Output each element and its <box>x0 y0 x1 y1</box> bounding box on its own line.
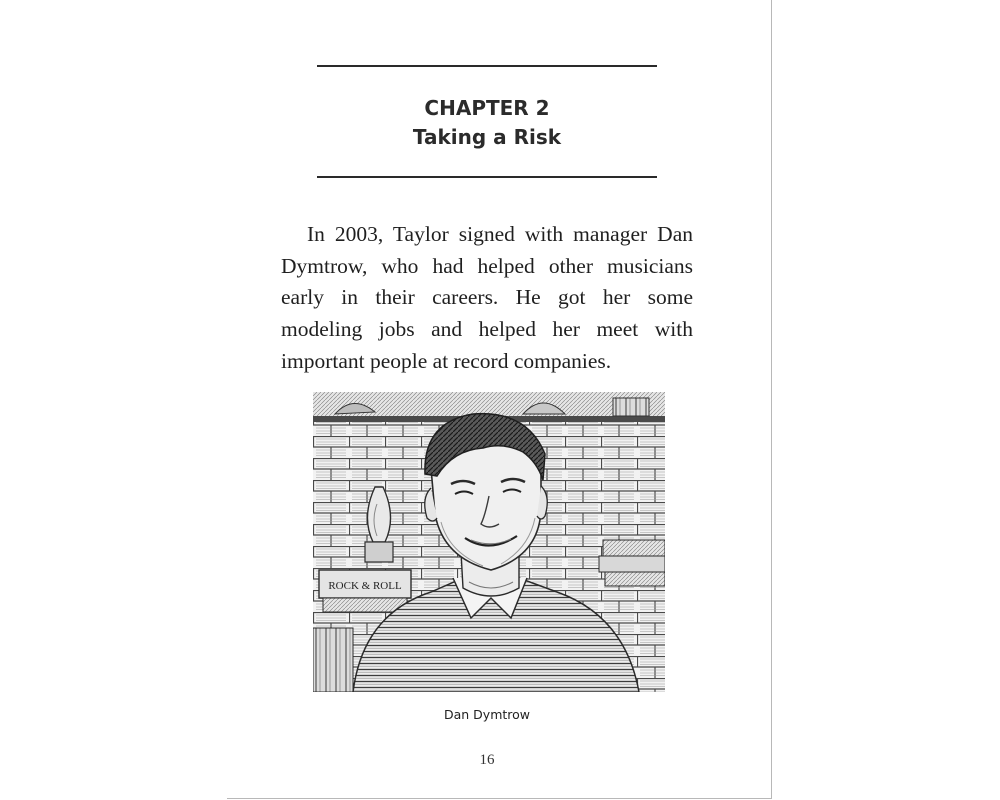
top-rule <box>317 65 657 67</box>
chapter-title: Taking a Risk <box>412 125 562 149</box>
chapter-heading <box>317 94 657 152</box>
figure-caption: Dan Dymtrow <box>443 707 531 722</box>
book-page <box>227 0 772 799</box>
page-number: 16 <box>479 752 495 768</box>
bottom-rule <box>317 176 657 178</box>
body-paragraph: In 2003, Taylor signed with manager Dan Dymtrow, who had helped other musicians early in their careers. He got her some modeling jobs and helped her meet with important people at record companies. <box>281 222 693 373</box>
portrait-illustration <box>313 392 665 692</box>
chapter-number: CHAPTER 2 <box>424 96 550 120</box>
rock-and-roll-sign: ROCK & ROLL <box>328 580 402 592</box>
